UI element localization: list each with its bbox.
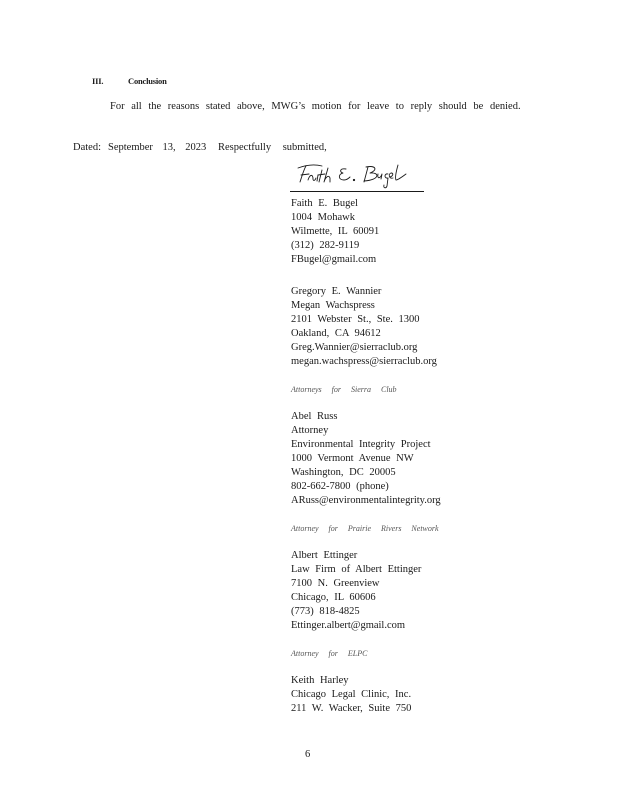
section-number: III. [92,76,104,86]
page-number: 6 [305,749,311,760]
signer-name: Megan Wachspress [291,300,375,311]
organization-line: Law Firm of Albert Ettinger [291,564,422,575]
signer-block-ettinger [291,549,421,633]
dated-label: Dated: [73,142,101,153]
phone-line: (312) 282-9119 [291,240,360,251]
city-line: Wilmette, IL 60091 [291,226,380,237]
signer-title: Attorney [291,425,329,436]
city-line: Oakland, CA 94612 [291,328,381,339]
dated-date: September 13, 2023 [108,142,207,153]
representation-caption: Attorney for ELPC [291,649,368,658]
address-line: 211 W. Wacker, Suite 750 [291,703,412,714]
email-line: Greg.Wannier@sierraclub.org [291,342,418,353]
signer-name: Gregory E. Wannier [291,286,382,297]
signer-name: Keith Harley [291,675,349,686]
city-line: Washington, DC 20005 [291,467,396,478]
conclusion-paragraph: For all the reasons stated above, MWG’s motion for leave to reply should be denied. [110,101,521,112]
signature-line [290,191,424,192]
organization-line: Chicago Legal Clinic, Inc. [291,689,412,700]
organization-line: Environmental Integrity Project [291,439,431,450]
address-line: 1004 Mohawk [291,212,355,223]
email-line: megan.wachspress@sierraclub.org [291,356,437,367]
signer-block-sierra-club [291,285,437,369]
signer-block-russ [291,410,441,508]
address-line: 7100 N. Greenview [291,578,380,589]
phone-line: 802-662-7800 (phone) [291,481,389,492]
signer-block-harley [291,674,411,716]
phone-line: (773) 818-4825 [291,606,360,617]
email-line: Ettinger.albert@gmail.com [291,620,406,631]
signer-name: Abel Russ [291,411,338,422]
city-line: Chicago, IL 60606 [291,592,376,603]
closing-text: Respectfully submitted, [218,142,327,153]
representation-caption: Attorney for Prairie Rivers Network [291,524,439,533]
email-line: FBugel@gmail.com [291,254,377,265]
address-line: 1000 Vermont Avenue NW [291,453,414,464]
signature-image [292,160,412,192]
representation-caption: Attorneys for Sierra Club [291,385,397,394]
signer-name: Faith E. Bugel [291,198,358,209]
address-line: 2101 Webster St., Ste. 1300 [291,314,420,325]
signer-name: Albert Ettinger [291,550,358,561]
email-line: ARuss@environmentalintegrity.org [291,495,441,506]
signer-block-bugel [291,197,379,267]
section-title: Conclusion [128,76,167,86]
